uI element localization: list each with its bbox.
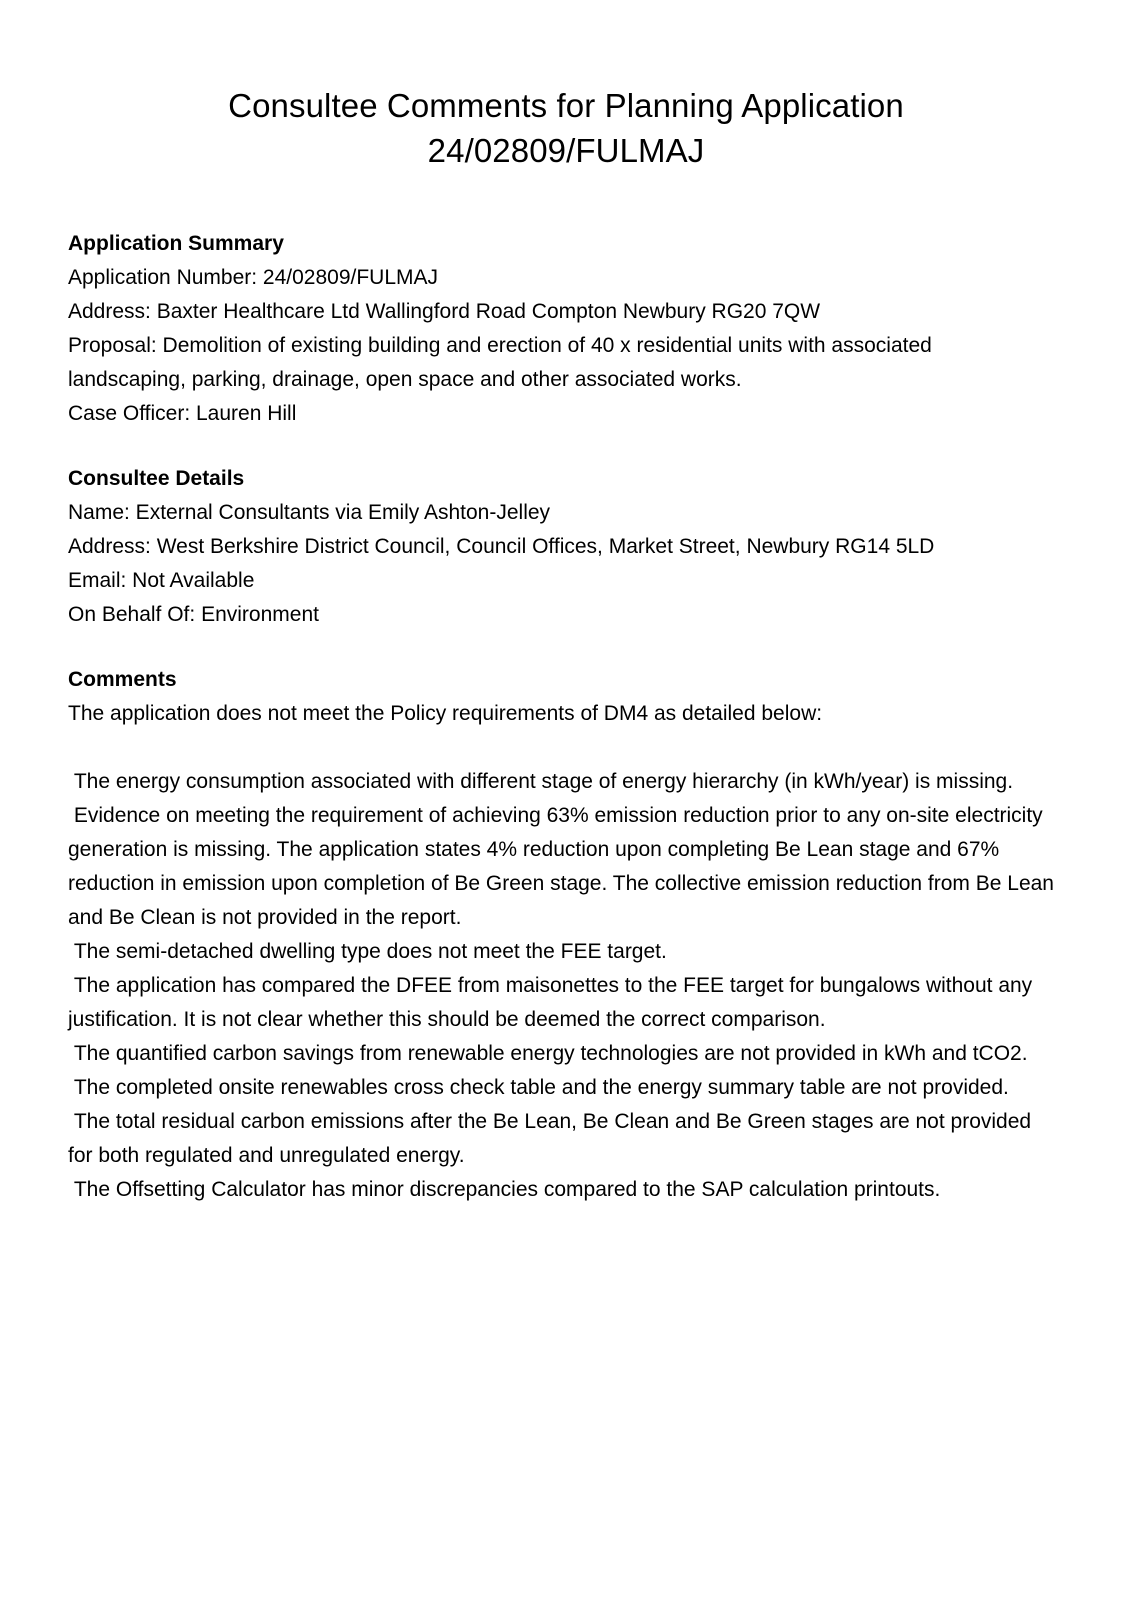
case-officer: Case Officer: Lauren Hill — [68, 402, 297, 425]
comment-point: The total residual carbon emissions after the Be Lean, Be Clean and Be Green stages are not provided for both regulated and unregulated energy. — [68, 1110, 1037, 1167]
comment-point: The semi-detached dwelling type does not meet the FEE target. — [68, 940, 667, 963]
comments-spacer — [68, 731, 1053, 765]
consultee-details-section — [68, 462, 1068, 632]
application-proposal: Proposal: Demolition of existing building and erection of 40 x residential units with associated landscaping, parking, drainage, open space and other associated works. — [68, 334, 932, 391]
application-summary-section — [68, 227, 1068, 431]
comment-point: The completed onsite renewables cross check table and the energy summary table are not provided. — [68, 1076, 1009, 1099]
comment-point: The Offsetting Calculator has minor discrepancies compared to the SAP calculation printouts. — [68, 1178, 941, 1201]
comment-point: The application has compared the DFEE from maisonettes to the FEE target for bungalows without any justification. It is not clear whether this should be deemed the correct comparison. — [68, 974, 1039, 1031]
consultee-email: Email: Not Available — [68, 569, 255, 592]
document-title-line-1: Consultee Comments for Planning Application — [228, 87, 904, 124]
application-address: Address: Baxter Healthcare Ltd Wallingford Road Compton Newbury RG20 7QW — [68, 300, 821, 323]
application-summary-heading: Application Summary — [68, 232, 284, 255]
comment-point: Evidence on meeting the requirement of achieving 63% emission reduction prior to any on-site electricity generation is missing. The application states 4% reduction upon completing Be Lean stage and 67% reduction in emission upon completion of Be Green stage. The collective emission reduction from Be Lean and Be Clean is not provided in the report. — [68, 804, 1060, 929]
comments-intro: The application does not meet the Policy requirements of DM4 as detailed below: — [68, 702, 823, 725]
consultee-details-heading: Consultee Details — [68, 467, 245, 490]
document-title — [68, 83, 1064, 173]
comments-section — [68, 663, 1068, 1207]
document-title-line-2: 24/02809/FULMAJ — [427, 132, 705, 169]
comments-heading: Comments — [68, 668, 177, 691]
consultee-on-behalf-of: On Behalf Of: Environment — [68, 603, 319, 626]
consultee-name: Name: External Consultants via Emily Ashton-Jelley — [68, 501, 551, 524]
consultee-address: Address: West Berkshire District Council, Council Offices, Market Street, Newbury RG14 5LD — [68, 535, 935, 558]
comment-point: The quantified carbon savings from renewable energy technologies are not provided in kWh and tCO2. — [68, 1042, 1028, 1065]
comment-point: The energy consumption associated with different stage of energy hierarchy (in kWh/year) is missing. — [68, 770, 1014, 793]
application-number: Application Number: 24/02809/FULMAJ — [68, 266, 439, 289]
